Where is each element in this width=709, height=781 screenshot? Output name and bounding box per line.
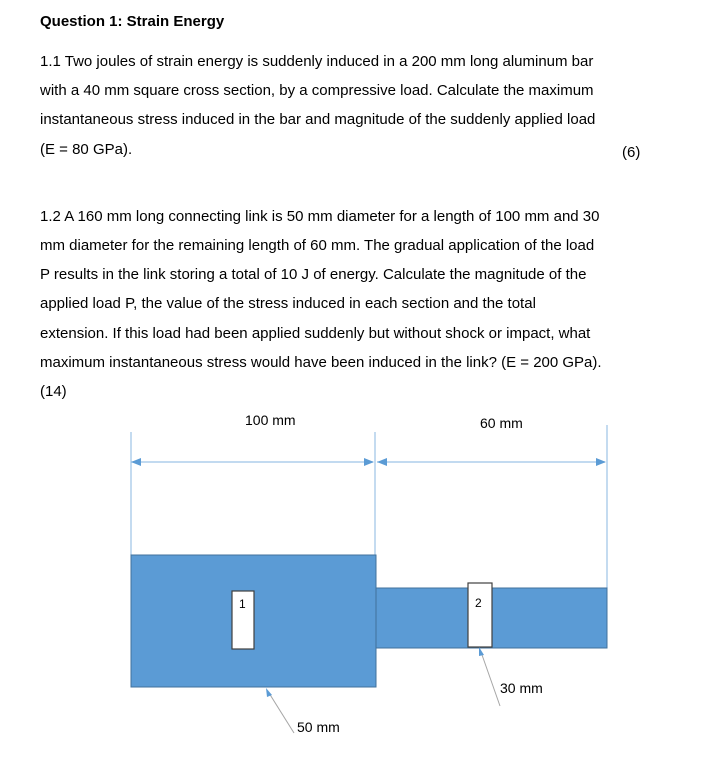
dimension-label-100mm: 100 mm (245, 412, 296, 428)
dimension-label-60mm: 60 mm (480, 415, 523, 431)
q1-marks: (6) (622, 144, 641, 161)
q2-line-6: maximum instantaneous stress would have been induced in the link? (E = 200 GPa). (40, 354, 602, 371)
leader-line-30mm (481, 652, 500, 706)
diameter-label-50mm: 50 mm (297, 719, 340, 735)
q2-line-7: (14) (40, 383, 67, 400)
q1-line-4: (E = 80 GPa). (40, 141, 133, 158)
dimension-arrow-left (131, 458, 141, 466)
q2-line-3: P results in the link storing a total of 10 J of energy. Calculate the magnitude of the (40, 266, 587, 283)
dimension-arrow-middle (377, 458, 387, 466)
q2-line-4: applied load P, the value of the stress induced in each section and the total (40, 295, 536, 312)
q1-line-1: 1.1 Two joules of strain energy is suddenly induced in a 200 mm long aluminum bar (40, 53, 594, 70)
leader-line-50mm (269, 693, 294, 733)
q2-line-2: mm diameter for the remaining length of 60 mm. The gradual application of the load (40, 237, 595, 254)
q1-line-3: instantaneous stress induced in the bar and magnitude of the suddenly applied load (40, 111, 596, 128)
q1-line-2: with a 40 mm square cross section, by a compressive load. Calculate the maximum (40, 82, 594, 99)
section-2-label: 2 (475, 596, 482, 610)
q2-line-1: 1.2 A 160 mm long connecting link is 50 mm diameter for a length of 100 mm and 30 (40, 208, 600, 225)
question-heading: Question 1: Strain Energy (40, 13, 225, 30)
section-2-box (468, 583, 492, 647)
diameter-label-30mm: 30 mm (500, 680, 543, 696)
section-1-label: 1 (239, 597, 246, 611)
q2-line-5: extension. If this load had been applied suddenly but without shock or impact, what (40, 325, 591, 342)
